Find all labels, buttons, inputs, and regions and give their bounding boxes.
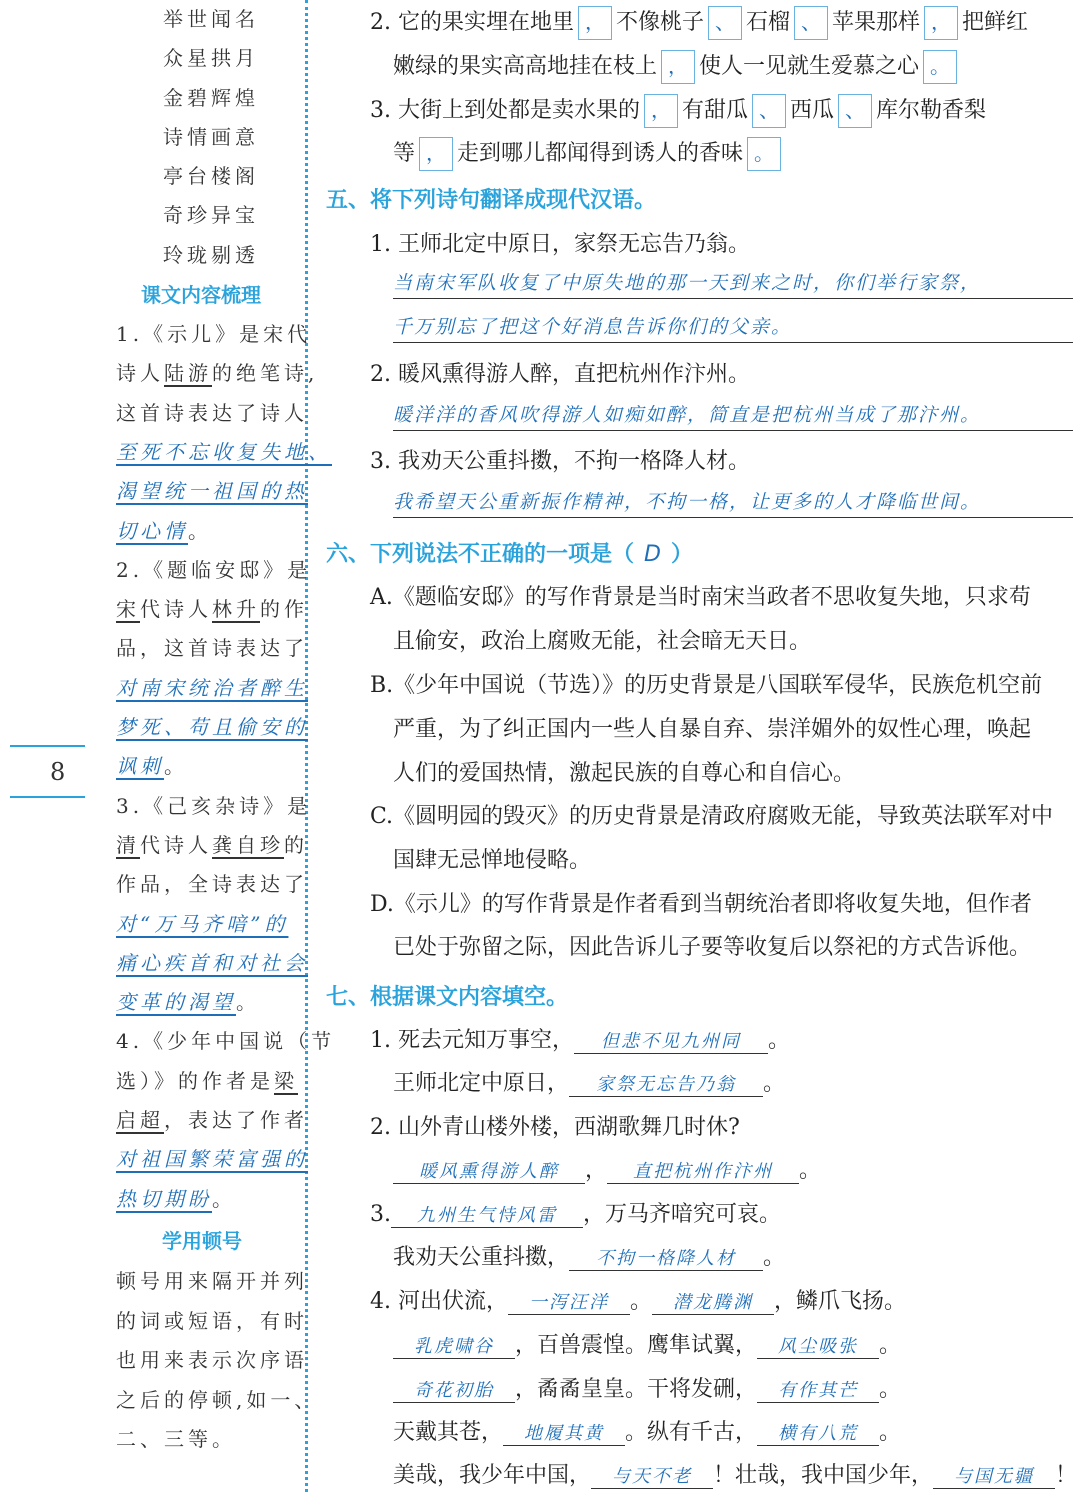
review-text: 的作 — [260, 597, 308, 622]
fill-in-line — [393, 1153, 821, 1184]
review-line — [116, 515, 212, 544]
review-text: 选）》的作者是 — [116, 1068, 274, 1093]
review-text: ，表达了作者 — [164, 1108, 308, 1132]
review-line — [116, 1104, 308, 1133]
question-text: 我劝天公重抖擞， — [393, 1245, 570, 1270]
review-line — [116, 318, 311, 347]
translation-answer: 千万别忘了把这个好消息告诉你们的父亲。 — [393, 312, 1073, 343]
option-line: B.《少年中国说（节选）》的历史背景是八国联军侵华，民族危机空前 — [370, 673, 1043, 698]
review-line — [116, 829, 308, 858]
question-text: 2. 它的果实埋在地里 — [370, 10, 574, 35]
section-7-title: 七、根据课文内容填空。 — [326, 985, 569, 1010]
question-text: 等 — [393, 141, 416, 166]
underlined-answer: 林升 — [212, 597, 260, 622]
punctuation-answer-box: 、 — [708, 6, 742, 40]
punctuation-question-line — [393, 136, 785, 171]
question-text: 把鲜红 — [962, 10, 1029, 35]
underlined-answer: 对祖国繁荣富强的 — [116, 1147, 308, 1172]
option-line: 人们的爱国热情，激起民族的自尊心和自信心。 — [393, 761, 856, 786]
review-line — [116, 947, 308, 976]
fill-in-line — [393, 1240, 785, 1271]
vocab-word: 金碧辉煌 — [163, 86, 259, 110]
question-text: ！壮哉，我中国少年， — [713, 1463, 934, 1488]
question-text: 苹果那样 — [832, 10, 921, 35]
fill-blank-answer: 但悲不见九州同 — [574, 1027, 768, 1054]
option-line: A.《题临安邸》的写作背景是当时南宋当政者不思收复失地，只求苟 — [370, 585, 1031, 610]
question-text: 石榴 — [746, 10, 791, 35]
review-line — [116, 593, 308, 622]
review-line — [116, 554, 311, 583]
question-text: 2. 山外青山楼外楼，西湖歌舞几时休? — [370, 1115, 740, 1140]
review-line — [116, 632, 308, 661]
punctuation-question-line — [393, 49, 961, 84]
punctuation-answer-box: 、 — [838, 94, 872, 128]
review-text: 品，这首诗表达了 — [116, 636, 308, 661]
translation-answer: 我希望天公重新振作精神，不拘一格，让更多的人才降临世间。 — [393, 487, 1073, 518]
underlined-answer: 启超 — [116, 1108, 164, 1132]
underlined-answer: 讽刺 — [116, 754, 164, 779]
review-text: 代诗人 — [140, 597, 212, 622]
underlined-answer: 对南宋统治者醉生 — [116, 675, 308, 700]
punctuation-answer-box: ， — [578, 6, 612, 40]
page-number-rule-bottom — [10, 796, 85, 798]
review-line — [116, 986, 260, 1015]
page-number-rule-top — [10, 745, 85, 747]
vocab-word: 玲珑剔透 — [163, 243, 259, 267]
question-text: ，鳞爪飞扬。 — [774, 1289, 907, 1314]
option-line: 已处于弥留之际，因此告诉儿子要等收复后以祭祀的方式告诉他。 — [393, 935, 1032, 960]
review-line — [116, 436, 332, 465]
fill-blank-answer: 家祭无忘告乃翁 — [569, 1070, 763, 1097]
review-line — [116, 357, 318, 386]
underlined-answer: 痛心疾首和对社会 — [116, 950, 308, 975]
dunhao-text: 二、三等。 — [116, 1427, 236, 1451]
fill-in-line — [393, 1372, 901, 1403]
question-text: ，万马齐喑究可哀。 — [583, 1202, 782, 1227]
vocab-word: 亭台楼阁 — [163, 164, 259, 188]
question-text: 。 — [879, 1333, 902, 1358]
question-text: 4. 河出伏流， — [370, 1289, 508, 1314]
dunhao-heading: 学用顿号 — [162, 1229, 242, 1253]
translation-question: 1. 王师北定中原日，家祭无忘告乃翁。 — [370, 232, 750, 257]
question-text: ！ — [1055, 1463, 1078, 1488]
review-line — [116, 750, 188, 779]
fill-blank-answer: 地履其黄 — [503, 1419, 625, 1446]
review-line — [116, 397, 308, 426]
option-line: D.《示儿》的写作背景是作者看到当朝统治者即将收复失地，但作者 — [370, 892, 1032, 917]
review-line — [116, 475, 308, 504]
review-text: 诗人 — [116, 361, 164, 386]
question-text: 使人一见就生爱慕之心 — [699, 54, 920, 79]
section-6-title-close: ） — [670, 542, 693, 567]
fill-blank-answer: 与天不老 — [591, 1462, 713, 1489]
review-line — [116, 672, 308, 701]
section-6-answer: D — [644, 542, 661, 567]
question-text: 西瓜 — [790, 98, 835, 123]
question-text: 。 — [879, 1377, 902, 1402]
review-text: 。 — [212, 1186, 236, 1211]
review-line — [116, 908, 288, 937]
underlined-answer: 对“万马齐喑”的 — [116, 911, 289, 936]
question-text: 。 — [799, 1158, 822, 1183]
dunhao-text: 顿号用来隔开并列 — [116, 1269, 308, 1293]
punctuation-answer-box: ， — [419, 137, 453, 171]
fill-blank-answer: 九州生气恃风雷 — [391, 1201, 583, 1228]
dunhao-text: 之后的停顿,如一、 — [116, 1387, 319, 1412]
underlined-answer: 变革的渴望 — [116, 990, 236, 1015]
fill-blank-answer: 风尘吸张 — [757, 1332, 879, 1359]
dunhao-text: 也用来表示次序语 — [116, 1348, 308, 1372]
underlined-answer: 热切期盼 — [116, 1186, 212, 1211]
underlined-answer: 梁 — [274, 1068, 298, 1093]
review-line — [116, 868, 308, 897]
punctuation-answer-box: 、 — [752, 94, 786, 128]
option-line: C.《圆明园的毁灭》的历史背景是清政府腐败无能，导致英法联军对中 — [370, 804, 1054, 829]
punctuation-answer-box: 、 — [794, 6, 828, 40]
review-text: 3.《己亥杂诗》是 — [116, 793, 312, 818]
question-text: 库尔勒香梨 — [876, 98, 987, 123]
underlined-answer: 宋 — [116, 597, 140, 622]
punctuation-question-line — [370, 93, 986, 128]
question-text: 不像桃子 — [615, 10, 704, 35]
underlined-answer: 至死不忘收复失地、 — [116, 439, 332, 464]
fill-in-line — [393, 1458, 1077, 1489]
vocab-word: 诗情画意 — [163, 125, 259, 149]
underlined-answer: 陆游 — [164, 361, 212, 386]
question-text: 3. 大街上到处都是卖水果的 — [370, 98, 640, 123]
question-text: 。 — [629, 1289, 652, 1314]
review-line — [116, 711, 308, 740]
fill-blank-answer: 与国无疆 — [933, 1462, 1055, 1489]
underlined-answer: 龚自珍 — [212, 832, 284, 857]
review-line — [116, 790, 311, 819]
fill-in-line — [393, 1328, 901, 1359]
fill-in-line — [393, 1415, 901, 1446]
vocab-word: 举世闻名 — [163, 7, 259, 31]
question-text: 。 — [767, 1028, 790, 1053]
fill-in-line — [370, 1023, 790, 1054]
question-text: 天戴其苍， — [393, 1420, 504, 1445]
question-text: 嫩绿的果实高高地挂在枝上 — [393, 54, 658, 79]
question-text: 。纵有千古， — [625, 1420, 758, 1445]
review-line — [116, 1143, 308, 1172]
translation-question: 3. 我劝天公重抖擞，不拘一格降人材。 — [370, 449, 750, 474]
fill-blank-answer: 暖风熏得游人醉 — [393, 1157, 585, 1184]
underlined-answer: 切心情 — [116, 518, 188, 543]
punctuation-question-line — [370, 5, 1028, 40]
question-text: 王师北定中原日， — [393, 1071, 570, 1096]
review-text: 4.《少年中国说（节 — [116, 1029, 336, 1054]
fill-blank-answer: 一泻汪洋 — [508, 1288, 630, 1315]
section-6-title — [326, 537, 693, 568]
review-line — [116, 1065, 298, 1094]
question-text: 3. — [370, 1202, 391, 1227]
punctuation-answer-box: ， — [644, 94, 678, 128]
option-line: 国肆无忌惮地侵略。 — [393, 848, 592, 873]
review-text: 1.《示儿》是宋代 — [116, 322, 312, 346]
review-line — [116, 1025, 335, 1054]
question-text: ， — [585, 1158, 608, 1183]
underlined-answer: 清 — [116, 832, 140, 857]
fill-in-line — [370, 1284, 906, 1315]
page-number: 8 — [50, 758, 66, 786]
translation-question: 2. 暖风熏得游人醉，直把杭州作汴州。 — [370, 362, 750, 387]
question-text: 。 — [763, 1245, 786, 1270]
underlined-answer: 渴望统一祖国的热 — [116, 479, 308, 504]
question-text: 美哉，我少年中国， — [393, 1463, 592, 1488]
underlined-answer: 梦死、苟且偷安的 — [116, 715, 308, 739]
review-text: 的 — [284, 832, 308, 857]
review-line — [116, 1183, 236, 1212]
vocab-word: 众星拱月 — [163, 46, 259, 70]
fill-blank-answer: 有作其芒 — [757, 1376, 879, 1403]
review-text: 。 — [188, 518, 212, 543]
fill-blank-answer: 潜龙腾渊 — [652, 1288, 774, 1315]
section-5-title: 五、将下列诗句翻译成现代汉语。 — [326, 188, 657, 213]
fill-in-line — [393, 1066, 785, 1097]
review-text: 2.《题临安邸》是 — [116, 557, 312, 582]
review-text: 这首诗表达了诗人 — [116, 400, 308, 425]
question-text: 1. 死去元知万事空， — [370, 1028, 574, 1053]
question-text: 走到哪儿都闻得到诱人的香味 — [457, 141, 744, 166]
fill-blank-answer: 直把杭州作汴州 — [607, 1157, 799, 1184]
fill-blank-answer: 不拘一格降人材 — [569, 1244, 763, 1271]
punctuation-answer-box: ， — [924, 6, 958, 40]
review-text: 。 — [236, 990, 260, 1015]
translation-answer: 当南宋军队收复了中原失地的那一天到来之时，你们举行家祭， — [393, 268, 1073, 299]
fill-blank-answer: 横有八荒 — [757, 1419, 879, 1446]
question-text: 。 — [763, 1071, 786, 1096]
question-text: ，百兽震惶。鹰隼试翼， — [515, 1333, 758, 1358]
review-text: 的绝笔诗, — [212, 361, 319, 386]
vocab-word: 奇珍异宝 — [163, 203, 259, 227]
question-text: 有甜瓜 — [681, 98, 748, 123]
review-text: 作品，全诗表达了 — [116, 872, 308, 897]
option-line: 且偷安，政治上腐败无能，社会暗无天日。 — [393, 629, 812, 654]
review-heading: 课文内容梳理 — [141, 283, 261, 307]
fill-in-line — [370, 1197, 781, 1228]
section-6-title-text: 六、下列说法不正确的一项是（ — [326, 542, 635, 567]
review-text: 。 — [164, 754, 188, 779]
review-text: 代诗人 — [140, 832, 212, 857]
translation-answer: 暖洋洋的香风吹得游人如痴如醉，简直是把杭州当成了那汴州。 — [393, 400, 1073, 431]
fill-blank-answer: 奇花初胎 — [393, 1376, 515, 1403]
punctuation-answer-box: 。 — [747, 137, 781, 171]
punctuation-answer-box: 。 — [923, 50, 957, 84]
fill-in-line — [370, 1110, 740, 1141]
option-line: 严重，为了纠正国内一些人自暴自弃、崇洋媚外的奴性心理，唤起 — [393, 717, 1032, 742]
question-text: ，矞矞皇皇。干将发硎， — [515, 1377, 758, 1402]
fill-blank-answer: 乳虎啸谷 — [393, 1332, 515, 1359]
dunhao-text: 的词或短语，有时 — [116, 1308, 308, 1333]
punctuation-answer-box: ， — [661, 50, 695, 84]
question-text: 。 — [879, 1420, 902, 1445]
